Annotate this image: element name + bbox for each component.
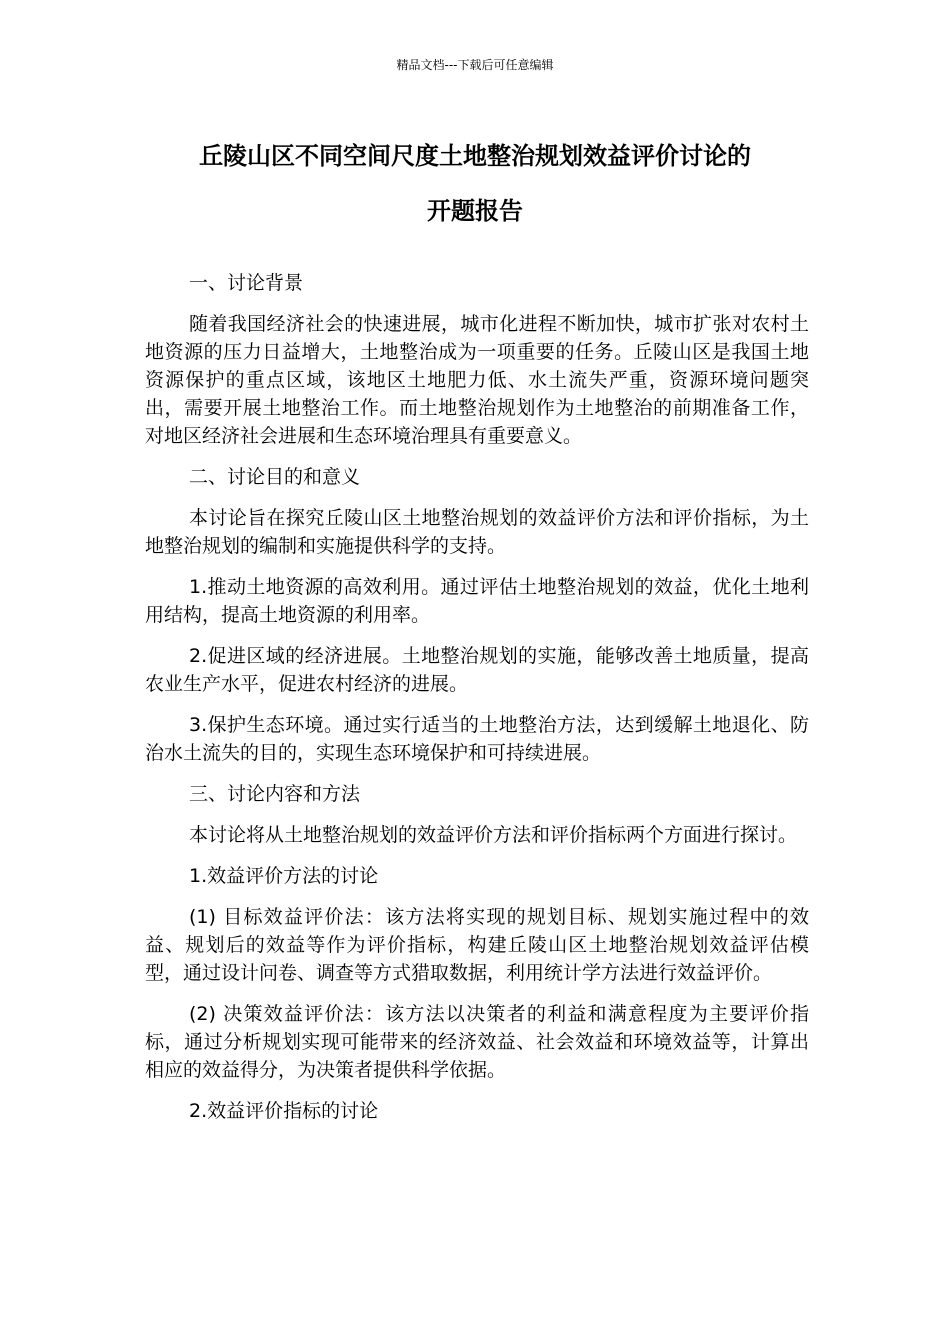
paragraph-purpose-item-2: 2.促进区域的经济进展。土地整治规划的实施，能够改善土地质量，提高农业生产水平，促进农村经济的进展。 <box>145 645 809 695</box>
paragraph-purpose: 本讨论旨在探究丘陵山区土地整治规划的效益评价方法和评价指标，为土地整治规划的编制和实施提供科学的支持。 <box>145 507 809 557</box>
subsection-heading-evaluation-indicators: 2.效益评价指标的讨论 <box>189 1100 379 1122</box>
document-title-line-2: 开题报告 <box>427 197 523 225</box>
section-heading-background: 一、讨论背景 <box>189 272 304 294</box>
paragraph-content-method: 本讨论将从土地整治规划的效益评价方法和评价指标两个方面进行探讨。 <box>189 824 798 846</box>
section-heading-content-method: 三、讨论内容和方法 <box>189 783 361 805</box>
paragraph-background: 随着我国经济社会的快速进展，城市化进程不断加快，城市扩张对农村土地资源的压力日益增大，土地整治成为一项重要的任务。丘陵山区是我国土地资源保护的重点区域，该地区土地肥力低、水土流失严重，资源环境问题突出，需要开展土地整治工作。而土地整治规划作为土地整治的前期准备工作，对地区经济社会进展和生态环境治理具有重要意义。 <box>145 313 809 447</box>
section-heading-purpose: 二、讨论目的和意义 <box>189 466 361 488</box>
paragraph-purpose-item-3: 3.保护生态环境。通过实行适当的土地整治方法，达到缓解土地退化、防治水土流失的目的，实现生态环境保护和可持续进展。 <box>145 714 809 764</box>
document-body <box>145 269 809 1138</box>
document-title-line-1: 丘陵山区不同空间尺度土地整治规划效益评价讨论的 <box>199 142 751 170</box>
paragraph-purpose-item-1: 1.推动土地资源的高效利用。通过评估土地整治规划的效益，优化土地利用结构，提高土地资源的利用率。 <box>145 576 809 626</box>
subsection-heading-evaluation-method: 1.效益评价方法的讨论 <box>189 865 379 887</box>
paragraph-decision-benefit-method: (2) 决策效益评价法：该方法以决策者的利益和满意程度为主要评价指标，通过分析规划实现可能带来的经济效益、社会效益和环境效益等，计算出相应的效益得分，为决策者提供科学依据。 <box>145 1003 809 1081</box>
paragraph-target-benefit-method: (1) 目标效益评价法：该方法将实现的规划目标、规划实施过程中的效益、规划后的效益等作为评价指标，构建丘陵山区土地整治规划效益评估模型，通过设计问卷、调查等方式猎取数据，利用统计学方法进行效益评价。 <box>145 906 809 984</box>
header-note: 精品文档---下载后可任意编辑 <box>396 58 554 72</box>
